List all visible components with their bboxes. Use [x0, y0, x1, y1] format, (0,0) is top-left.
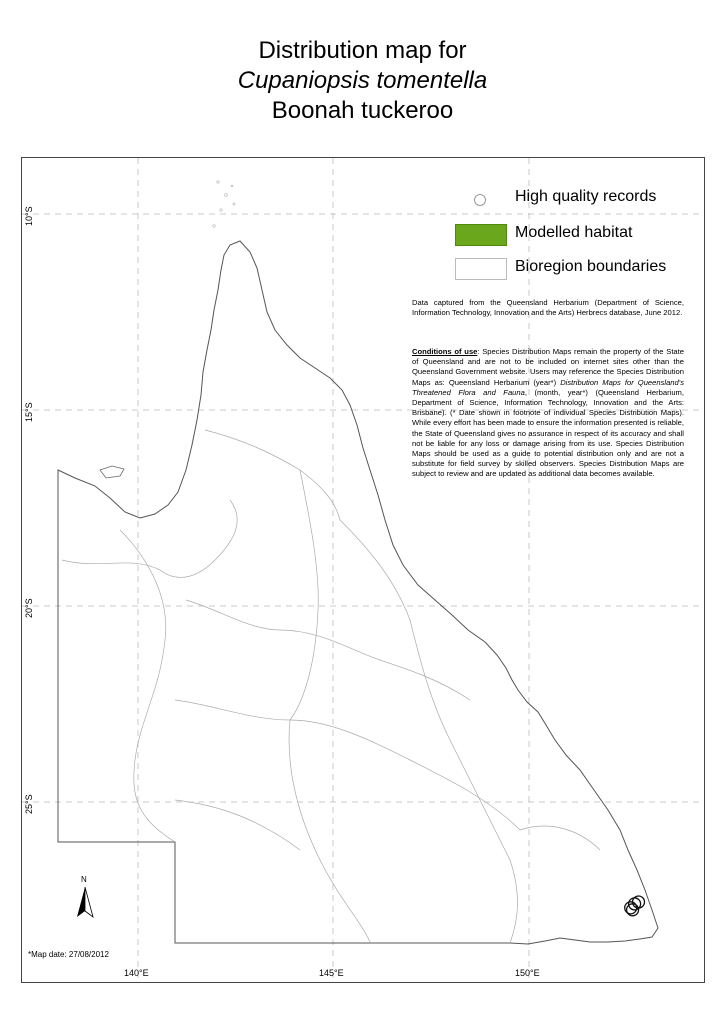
north-arrow-icon — [74, 885, 96, 919]
north-label: N — [81, 875, 87, 884]
graticule — [22, 158, 704, 982]
record-circle-icon — [474, 194, 486, 206]
lon-label-140: 140°E — [124, 968, 149, 978]
lon-label-150: 150°E — [515, 968, 540, 978]
record-marker — [633, 896, 645, 908]
legend-label-habitat: Modelled habitat — [515, 224, 633, 241]
habitat-swatch-icon — [455, 224, 507, 246]
lat-label-10: 10°S — [24, 206, 34, 226]
species-common-name: Boonah tuckeroo — [271, 97, 454, 124]
title-line: Distribution map for — [258, 37, 467, 64]
record-markers — [625, 896, 645, 916]
bioregion-swatch-icon — [455, 258, 507, 280]
torres-strait-islands — [213, 181, 235, 228]
species-scientific-name: Cupaniopsis tomentella — [237, 67, 488, 94]
map-date: *Map date: 27/08/2012 — [28, 950, 109, 959]
mornington-island — [100, 466, 124, 478]
lat-label-20: 20°S — [24, 598, 34, 618]
north-arrow — [74, 875, 96, 919]
bioregion-boundaries — [62, 430, 600, 943]
legend-label-records: High quality records — [515, 188, 657, 205]
lat-label-25: 25°S — [24, 794, 34, 814]
conditions-heading: Conditions of use — [412, 347, 478, 356]
lon-label-145: 145°E — [319, 968, 344, 978]
conditions-italic-title: Distribution Maps for Queensland's Threatened Flora and Fauna — [412, 377, 685, 397]
conditions-of-use — [412, 347, 684, 480]
conditions-text-b: , (month, year*) (Queensland Herbarium, Department of Science, Information Technology, Innovation and the Arts: Brisbane). (* Date shown in footnote of individual Species Distribution Maps). While every effort has been made to ensure the information presented is reliable, the State of Queensland gives no assurance in respect of its accuracy and shall not be liable for any loss or damage arising from its use. Species Distribution Maps should be used as a guide to potential distribution only and are not a substitute for field survey by skilled observers. Species Distribution Maps are subject to review and are updated as additional data becomes available. — [412, 387, 684, 479]
lat-label-15: 15°S — [24, 402, 34, 422]
data-source-note: Data captured from the Queensland Herbarium (Department of Science, Information Technology, Innovation and the Arts) Herbrecs database, June 2012. — [412, 298, 684, 318]
legend-label-bioregion: Bioregion boundaries — [515, 258, 667, 275]
conditions-text-a: : Species Distribution Maps remain the property of the State of Queensland and are not to be included on internet sites other than the Queensland Government website. Users may reference the Species Distribution Maps as: Queensland Herbarium (year*) — [412, 347, 684, 387]
